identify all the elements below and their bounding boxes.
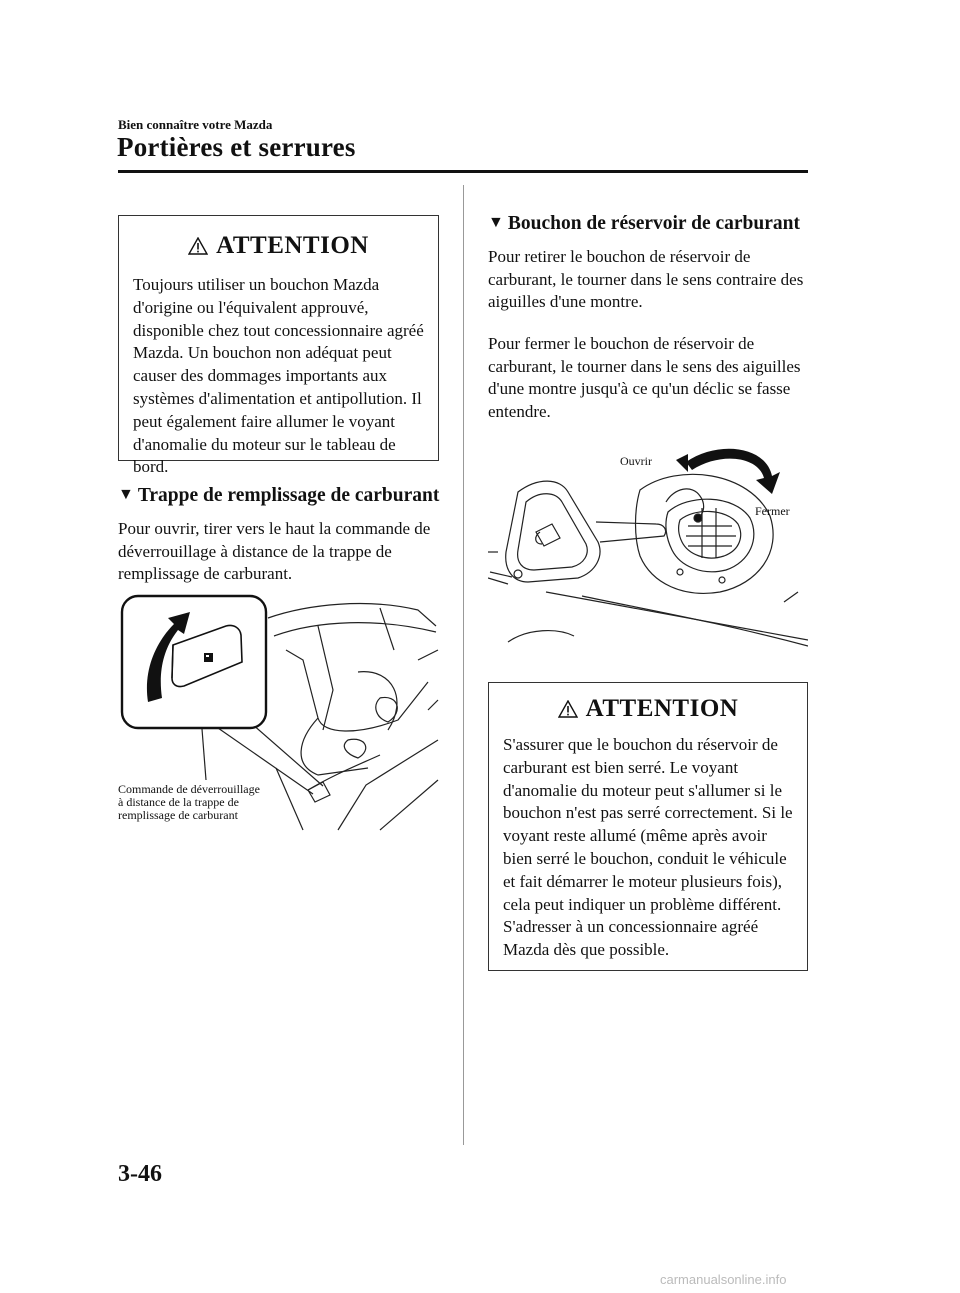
attention-box-right xyxy=(488,682,808,971)
attention-heading xyxy=(503,689,793,729)
page-title: Portières et serrures xyxy=(117,132,356,162)
attention-title: ATTENTION xyxy=(216,232,369,259)
open-label: Ouvrir xyxy=(620,454,652,468)
section-heading-fuel-door xyxy=(118,485,439,507)
section-heading-fuel-cap xyxy=(488,213,800,235)
fuel-cap-close-instructions: Pour fermer le bouchon de réservoir de carburant, le tourner dans le sens des aiguilles d'une montre jusqu'à ce qu'un déclic se fasse entendre. xyxy=(488,334,801,421)
warning-triangle-icon xyxy=(188,237,208,255)
fuel-door-instructions: Pour ouvrir, tirer vers le haut la commande de déverrouillage à distance de la trappe de remplissage de carburant. xyxy=(118,519,431,583)
section-heading-text: Bouchon de réservoir de carburant xyxy=(507,213,800,234)
header-rule xyxy=(118,170,808,173)
release-lever-label: Commande de déverrouillage à distance de la trappe de remplissage de carburant xyxy=(118,782,260,822)
page-number: 3-46 xyxy=(118,1161,162,1187)
column-divider xyxy=(463,185,464,1145)
attention-text: Toujours utiliser un bouchon Mazda d'origine ou l'équivalent approuvé, disponible chez tout concessionnaire agréé Mazda. Un bouchon non adéquat peut causer des dommages importants aux systèmes d'alimentation et antipollution. Il peut également faire allumer le voyant d'anomalie du moteur sur le tableau de bord. xyxy=(133,275,424,477)
watermark: carmanualsonline.info xyxy=(660,1272,787,1287)
down-triangle-icon: ▼ xyxy=(118,486,134,503)
close-label: Fermer xyxy=(755,504,790,518)
attention-box-left xyxy=(118,215,439,477)
attention-title: ATTENTION xyxy=(585,695,739,722)
section-label: Bien connaître votre Mazda xyxy=(118,117,273,132)
down-triangle-icon: ▼ xyxy=(488,214,504,231)
attention-heading xyxy=(133,224,424,268)
attention-text: S'assurer que le bouchon du réservoir de carburant est bien serré. Le voyant d'anomalie du moteur peut s'allumer si le bouchon n'est pas serré correctement. Si le voyant reste allumé (même après avoir bien serré le bouchon, conduit le véhicule et fait démarrer le moteur plusieurs fois), cela peut indiquer un problème différent. S'adresser à un concessionnaire agréé Mazda dès que possible. xyxy=(503,735,793,960)
section-heading-text: Trappe de remplissage de carburant xyxy=(137,485,440,506)
warning-triangle-icon xyxy=(558,700,578,718)
fuel-cap-remove-instructions: Pour retirer le bouchon de réservoir de carburant, le tourner dans le sens contraire des aiguilles d'une montre. xyxy=(488,247,804,311)
